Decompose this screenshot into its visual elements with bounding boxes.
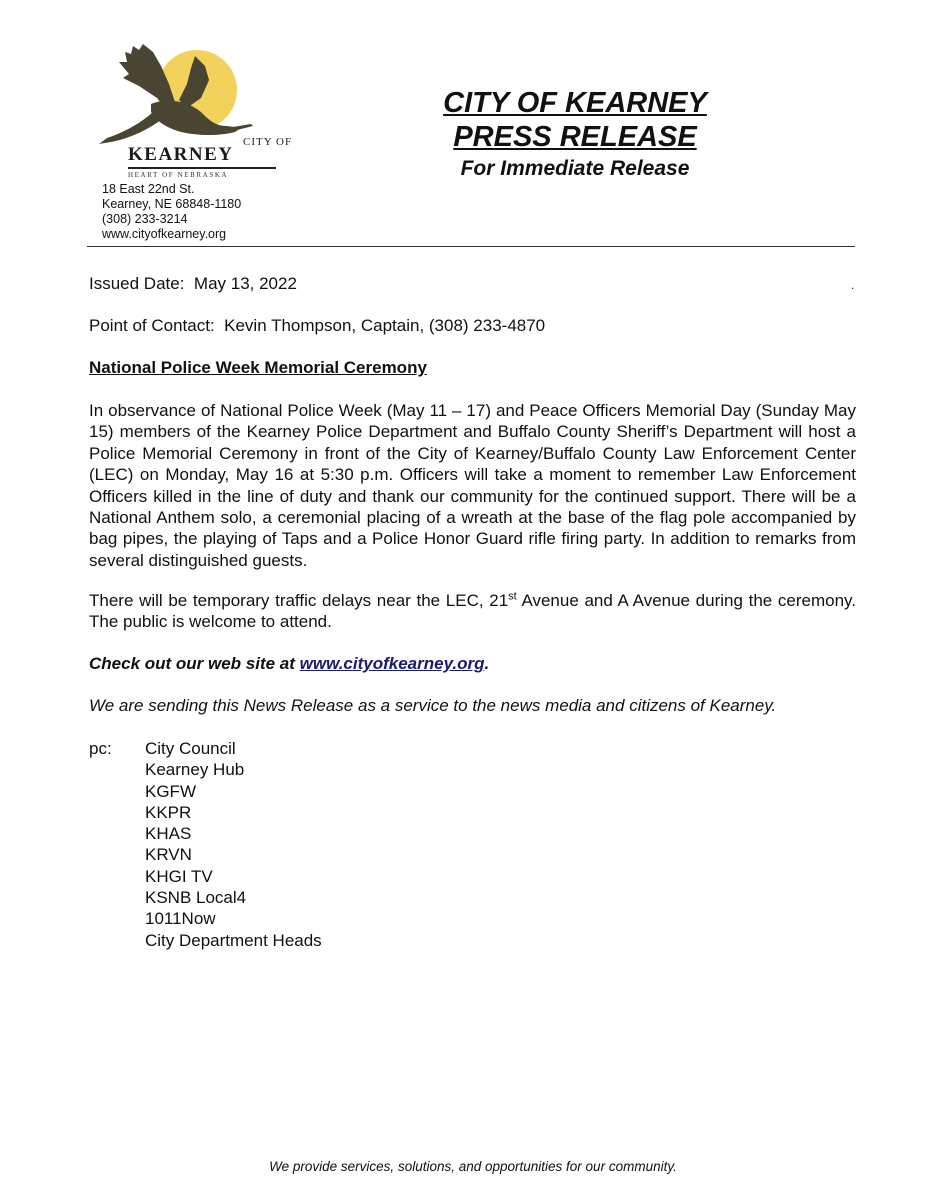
stray-scan-mark: . (851, 278, 855, 292)
address-phone: (308) 233-3214 (102, 212, 188, 226)
address-website: www.cityofkearney.org (102, 227, 227, 241)
website-prefix: Check out our web site at (89, 654, 300, 673)
pc-recipient: City Council (145, 739, 236, 758)
issued-date (89, 273, 297, 294)
address-street: 18 East 22nd St. (102, 182, 195, 196)
press-release-header (420, 86, 730, 184)
header-city-title: CITY OF KEARNEY (443, 87, 707, 119)
body-paragraph-1: In observance of National Police Week (May 11 – 17) and Peace Officers Memorial Day (Sunday May 15) members of the Kearney Police Department and Buffalo County Sheriff’s Department will host a Police Memorial Ceremony in front of the City of Kearney/Buffalo County Law Enforcement Center (LEC) on Monday, May 16 at 5:30 p.m. Officers will take a moment to remember Law Enforcement Officers killed in the line of duty and thank our community for the continued support. There will be a National Anthem solo, a ceremonial placing of a wreath at the base of the flag pole accompanied by bag pipes, the playing of Taps and a Police Honor Guard rifle firing party. In addition to remarks from several distinguished guests. (89, 401, 856, 570)
issued-date-label: Issued Date: (89, 274, 185, 293)
point-of-contact (89, 315, 545, 336)
pc-recipient: KGFW (145, 781, 196, 801)
address-city: Kearney, NE 68848-1180 (102, 197, 242, 211)
header-press-release: PRESS RELEASE (453, 121, 697, 153)
pc-recipient: 1011Now (145, 909, 216, 929)
logo-city-of: CITY OF (243, 136, 293, 148)
service-note: We are sending this News Release as a service to the news media and citizens of Kearney. (89, 696, 777, 715)
pc-recipient: KHGI TV (145, 866, 213, 886)
logo-tagline: HEART OF NEBRASKA (128, 171, 229, 179)
contact-label: Point of Contact: (89, 316, 215, 335)
header-divider (87, 246, 855, 247)
pc-recipient: Kearney Hub (145, 760, 245, 780)
logo-kearney-wordmark: KEARNEY (128, 144, 234, 165)
pc-recipient: KRVN (145, 845, 192, 865)
pc-recipient: KSNB Local4 (145, 888, 247, 908)
footer-tagline: We provide services, solutions, and opportunities for our community. (269, 1159, 677, 1174)
issued-date-value: May 13, 2022 (193, 274, 297, 293)
release-heading: National Police Week Memorial Ceremony (89, 358, 427, 377)
letterhead-address (102, 182, 241, 242)
pc-recipient: KKPR (145, 802, 192, 822)
pc-recipient: KHAS (145, 824, 192, 844)
website-link[interactable]: www.cityofkearney.org (299, 654, 485, 673)
header-subtitle: For Immediate Release (460, 157, 690, 180)
paragraph-2-superscript: st (508, 590, 517, 603)
pc-recipient-list (145, 738, 322, 951)
pc-label: pc: (89, 739, 112, 758)
logo-underline (128, 167, 276, 169)
paragraph-2-after: Avenue and A Avenue during the ceremony. The public is welcome to attend. (89, 591, 856, 632)
paragraph-2-before: There will be temporary traffic delays near the LEC, 21 (89, 591, 509, 610)
website-callout (89, 653, 489, 674)
city-logo (95, 40, 293, 180)
body-paragraph-2 (89, 590, 856, 633)
website-suffix: . (484, 654, 490, 673)
contact-value: Kevin Thompson, Captain, (308) 233-4870 (224, 316, 546, 335)
pc-recipient: City Department Heads (145, 930, 322, 950)
